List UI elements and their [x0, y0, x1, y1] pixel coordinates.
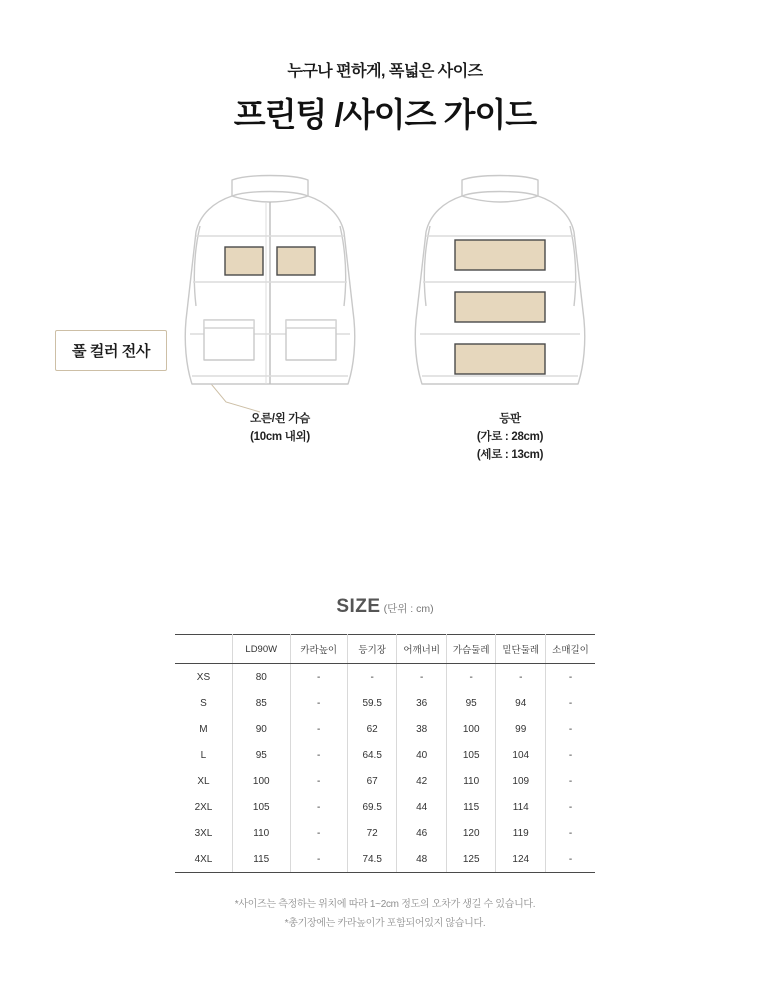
- size-unit: (단위 : cm): [383, 603, 434, 615]
- print-area-back-middle: [455, 292, 545, 322]
- back-caption-line-2: (가로 : 28cm): [476, 430, 544, 443]
- cell: -: [397, 664, 446, 691]
- cell: -: [496, 664, 546, 691]
- cell: XL: [175, 768, 232, 794]
- cell: 125: [446, 846, 496, 873]
- front-caption-line-2: (10cm 내외): [250, 430, 310, 443]
- print-guide-illustration: [0, 158, 770, 498]
- cell: 115: [446, 794, 496, 820]
- table-row: [175, 794, 595, 820]
- cell: -: [446, 664, 496, 691]
- cell: 59.5: [347, 690, 397, 716]
- cell: -: [546, 768, 595, 794]
- size-section-heading: [0, 596, 770, 618]
- cell: -: [290, 742, 347, 768]
- cell: 69.5: [347, 794, 397, 820]
- page-title: 프린팅 /사이즈 가이드: [233, 96, 537, 133]
- table-row: [175, 664, 595, 691]
- cell: -: [290, 794, 347, 820]
- cell: 110: [232, 820, 290, 846]
- cell: 62: [347, 716, 397, 742]
- cell: 74.5: [347, 846, 397, 873]
- size-table-col-0: [175, 635, 232, 664]
- cell: 48: [397, 846, 446, 873]
- table-row: [175, 716, 595, 742]
- cell: -: [546, 664, 595, 691]
- cell: -: [546, 690, 595, 716]
- cell: 105: [446, 742, 496, 768]
- size-table-col-6: 밑단둘레: [496, 635, 546, 664]
- size-note-2: *총기장에는 카라높이가 포함되어있지 않습니다.: [284, 918, 486, 929]
- cell: 64.5: [347, 742, 397, 768]
- front-print-caption: [190, 411, 370, 447]
- cell: 85: [232, 690, 290, 716]
- size-table-col-4: 어깨너비: [397, 635, 446, 664]
- cell: 80: [232, 664, 290, 691]
- cell: 114: [496, 794, 546, 820]
- cell: 124: [496, 846, 546, 873]
- table-row: [175, 690, 595, 716]
- size-table-col-2: 카라높이: [290, 635, 347, 664]
- print-area-back-bottom: [455, 344, 545, 374]
- print-area-back-top: [455, 240, 545, 270]
- cell: 99: [496, 716, 546, 742]
- cell: 90: [232, 716, 290, 742]
- callout-full-color-transfer: [55, 330, 167, 371]
- size-notes: [0, 895, 770, 933]
- cell: -: [290, 690, 347, 716]
- cell: 120: [446, 820, 496, 846]
- table-row: [175, 846, 595, 873]
- cell: 38: [397, 716, 446, 742]
- size-table-col-5: 가슴둘레: [446, 635, 496, 664]
- cell: 72: [347, 820, 397, 846]
- cell: 95: [446, 690, 496, 716]
- cell: -: [290, 768, 347, 794]
- size-section: [0, 596, 770, 933]
- cell: 100: [232, 768, 290, 794]
- back-caption-line-3: (세로 : 13cm): [476, 448, 544, 461]
- cell: -: [290, 716, 347, 742]
- vest-front-illustration: [170, 170, 370, 420]
- cell: M: [175, 716, 232, 742]
- cell: 95: [232, 742, 290, 768]
- size-table-col-1: LD90W: [232, 635, 290, 664]
- table-row: [175, 820, 595, 846]
- cell: -: [546, 742, 595, 768]
- cell: 109: [496, 768, 546, 794]
- cell: 36: [397, 690, 446, 716]
- cell: 44: [397, 794, 446, 820]
- cell: L: [175, 742, 232, 768]
- cell: 2XL: [175, 794, 232, 820]
- cell: 110: [446, 768, 496, 794]
- table-row: [175, 742, 595, 768]
- size-table-col-7: 소매길이: [546, 635, 595, 664]
- cell: 100: [446, 716, 496, 742]
- cell: -: [546, 846, 595, 873]
- cell: 46: [397, 820, 446, 846]
- print-area-left-chest: [225, 247, 263, 275]
- cell: S: [175, 690, 232, 716]
- cell: 115: [232, 846, 290, 873]
- cell: 42: [397, 768, 446, 794]
- cell: XS: [175, 664, 232, 691]
- cell: -: [290, 820, 347, 846]
- size-title: SIZE: [336, 596, 381, 617]
- size-table-header-row: [175, 635, 595, 664]
- print-area-right-chest: [277, 247, 315, 275]
- cell: -: [546, 794, 595, 820]
- size-table: [175, 634, 595, 873]
- front-caption-line-1: 오른/왼 가슴: [250, 413, 310, 425]
- cell: 94: [496, 690, 546, 716]
- cell: 67: [347, 768, 397, 794]
- page-subtitle: 누구나 편하게, 폭넓은 사이즈: [287, 63, 483, 80]
- back-caption-line-1: 등판: [499, 413, 521, 425]
- cell: -: [546, 716, 595, 742]
- cell: 104: [496, 742, 546, 768]
- cell: -: [290, 664, 347, 691]
- back-print-caption: [420, 411, 600, 464]
- cell: 105: [232, 794, 290, 820]
- vest-back-illustration: [400, 170, 600, 420]
- page-header: [0, 0, 770, 136]
- size-note-1: *사이즈는 측정하는 위치에 따라 1~2cm 정도의 오차가 생길 수 있습니다.: [234, 899, 536, 910]
- cell: -: [290, 846, 347, 873]
- cell: 119: [496, 820, 546, 846]
- cell: 3XL: [175, 820, 232, 846]
- cell: -: [546, 820, 595, 846]
- cell: -: [347, 664, 397, 691]
- callout-label: 풀 컬러 전사: [72, 343, 150, 360]
- cell: 4XL: [175, 846, 232, 873]
- table-row: [175, 768, 595, 794]
- cell: 40: [397, 742, 446, 768]
- size-table-col-3: 등기장: [347, 635, 397, 664]
